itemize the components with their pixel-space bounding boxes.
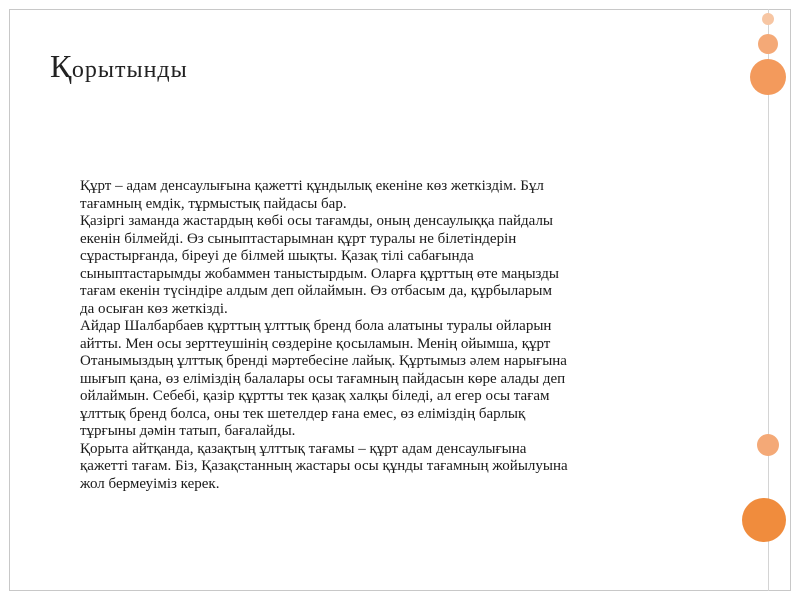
body-line: қажетті тағам. Біз, Қазақстанның жастары осы құнды тағамның жойылуына: [80, 458, 568, 474]
body-line: шығып қана, өз еліміздің балалары осы тағамның пайдасын көре алады деп: [80, 370, 566, 387]
body-line: тұрғыны дәмін татып, бағалайды.: [80, 423, 296, 439]
body-line: тағамның емдік, тұрмыстық пайдасы бар.: [80, 195, 347, 212]
body-line: ұлттық бренд болса, оны тек шетелдер ғана емес, өз еліміздің барлық: [80, 405, 526, 422]
body-line: Қорыта айтқанда, қазақтың ұлттық тағамы – құрт адам денсаулығына: [80, 440, 527, 457]
body-line: сыныптастарымды жобаммен таныстырдым. Оларға құрттың өте маңызды: [80, 265, 559, 282]
body-line: да осыған көз жеткізді.: [80, 300, 228, 317]
body-line: екенін білмейді. Өз сыныптастарымнан құрт туралы не білетіндерін: [80, 230, 517, 247]
body-line: Айдар Шалбарбаев құрттың ұлттық бренд бола алатыны туралы ойларын: [80, 318, 552, 334]
body-line: жол бермеуіміз керек.: [80, 475, 220, 492]
conclusion-paragraph: [80, 178, 700, 493]
decorative-circle-bottom-medium: [757, 434, 779, 456]
body-line: Отанымыздың ұлттық бренді мәртебесіне лайық. Құртымыз әлем нарығына: [80, 353, 567, 369]
decorative-circle-bottom-large: [742, 498, 786, 542]
decorative-circle-large: [750, 59, 786, 95]
body-line: сұрастырғанда, біреуі де білмей шықты. Қазақ тілі сабағында: [80, 248, 474, 264]
slide-title: [50, 50, 188, 82]
decorative-circle-medium: [758, 34, 778, 54]
body-line: ойлаймын. Себебі, қазір құртты тек қазақ халқы біледі, ал егер осы тағам: [80, 388, 550, 404]
decorative-circle-small: [762, 13, 774, 25]
body-line: айтты. Мен осы зерттеушінің сөздеріне қосыламын. Менің ойымша, құрт: [80, 335, 551, 352]
body-line: Қазіргі заманда жастардың көбі осы тағамды, оның денсаулыққа пайдалы: [80, 213, 554, 229]
body-line: тағам екенін түсіндіре алдым деп ойлаймын. Өз отбасым да, құрбыларым: [80, 283, 552, 299]
slide-title-first-letter: Қ: [50, 48, 72, 84]
body-line: Құрт – адам денсаулығына қажетті құндылық екеніне көз жеткіздім. Бұл: [80, 178, 544, 194]
slide-title-rest: орытынды: [71, 57, 188, 83]
